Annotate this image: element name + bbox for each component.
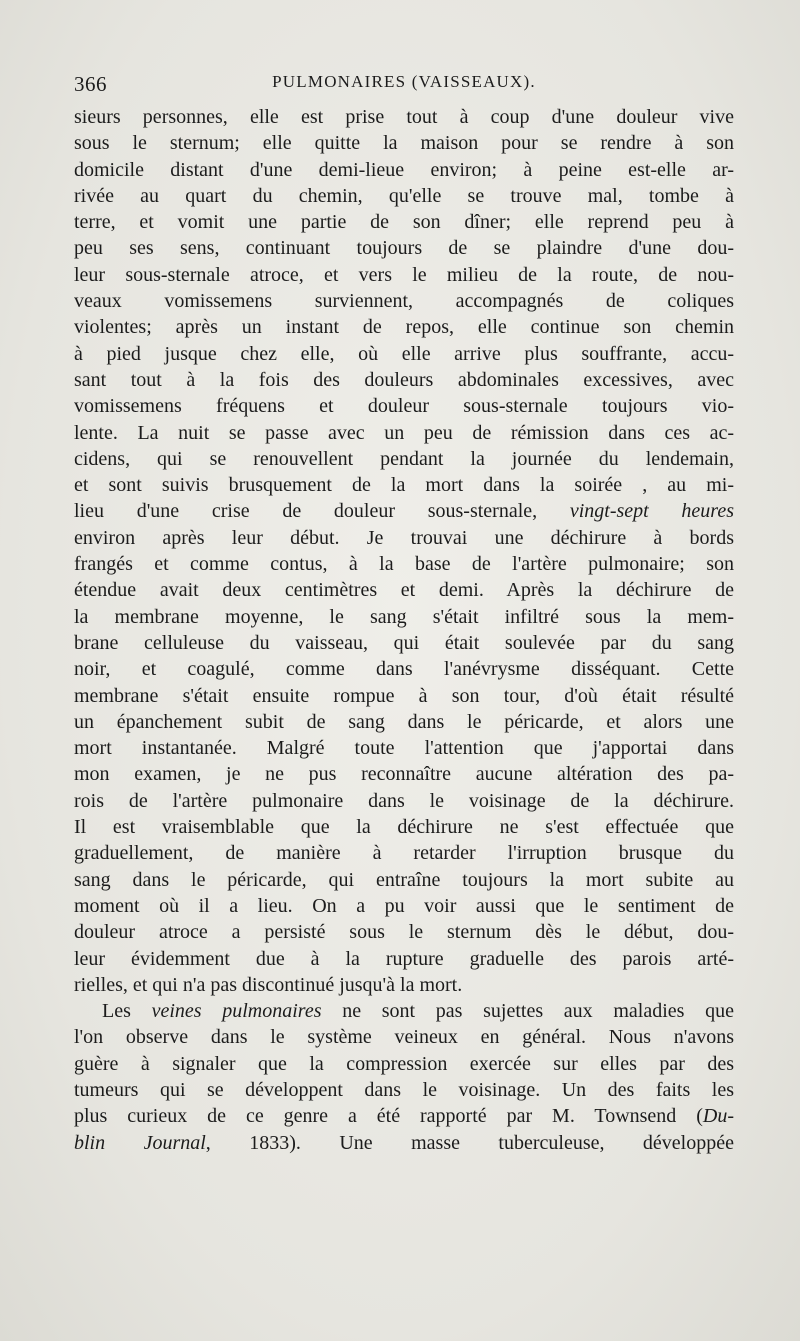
text-line: peu ses sens, continuant toujours de se plaindre d'une dou- — [74, 237, 734, 260]
page-header — [74, 72, 734, 102]
text-line: veaux vomissemens surviennent, accompagnés de coliques — [74, 290, 734, 313]
text-line: sant tout à la fois des douleurs abdominales excessives, avec — [74, 368, 734, 391]
text-line: mon examen, je ne pus reconnaître aucune altération des pa- — [74, 763, 734, 786]
text-line: environ après leur début. Je trouvai une déchirure à bords — [74, 526, 734, 549]
text-line: douleur atroce a persisté sous le sternum dès le début, dou- — [74, 921, 734, 944]
text-segment: , 1833). Une masse tuberculeuse, développée — [205, 1131, 734, 1154]
text-line: et sont suivis brusquement de la mort dans la soirée , au mi- — [74, 474, 734, 497]
text-line: membrane s'était ensuite rompue à son tour, d'où était résulté — [74, 684, 734, 707]
italic-phrase: blin — [74, 1131, 106, 1154]
text-line: terre, et vomit une partie de son dîner; elle reprend peu à — [74, 211, 734, 234]
text-line: leur sous-sternale atroce, et vers le milieu de la route, de nou- — [74, 263, 734, 286]
text-line: graduellement, de manière à retarder l'irruption brusque du — [74, 842, 734, 865]
italic-phrase: vingt-sept heures — [569, 500, 735, 523]
text-line: l'on observe dans le système veineux en général. Nous n'avons — [74, 1026, 734, 1049]
body-text — [74, 104, 734, 1156]
italic-phrase: Du- — [702, 1105, 734, 1128]
running-head: PULMONAIRES (VAISSEAUX). — [272, 72, 536, 91]
text-line: rois de l'artère pulmonaire dans le voisinage de la déchirure. — [74, 789, 734, 812]
text-line: rielles, et qui n'a pas discontinué jusqu'à la mort. — [74, 973, 463, 996]
italic-phrase: Journal — [143, 1131, 206, 1154]
text-segment: Les — [102, 1000, 131, 1023]
text-line: vomissemens fréquens et douleur sous-sternale toujours vio- — [74, 395, 734, 418]
text-line: un épanchement subit de sang dans le péricarde, et alors une — [74, 710, 734, 733]
italic-phrase: veines pulmonaires — [151, 1000, 322, 1023]
text-line: leur évidemment due à la rupture graduelle des parois arté- — [74, 947, 734, 970]
text-line: noir, et coagulé, comme dans l'anévrysme disséquant. Cette — [74, 658, 734, 681]
text-segment: ne sont pas sujettes aux maladies que — [342, 1000, 734, 1023]
text-line-mixed — [74, 1103, 734, 1129]
text-line: à pied jusque chez elle, où elle arrive plus souffrante, accu- — [74, 342, 734, 365]
text-line: domicile distant d'une demi-lieue environ; à peine est-elle ar- — [74, 158, 734, 181]
text-line: brane celluleuse du vaisseau, qui était soulevée par du sang — [74, 631, 734, 654]
text-segment: plus curieux de ce genre a été rapporté par M. Townsend ( — [74, 1105, 703, 1128]
text-line: mort instantanée. Malgré toute l'attention que j'apportai dans — [74, 737, 734, 760]
text-line: sieurs personnes, elle est prise tout à coup d'une douleur vive — [74, 106, 734, 128]
text-line: étendue avait deux centimètres et demi. Après la déchirure de — [74, 579, 734, 602]
text-line: cidens, qui se renouvellent pendant la journée du lendemain, — [74, 447, 734, 470]
text-line: tumeurs qui se développent dans le voisinage. Un des faits les — [74, 1078, 734, 1101]
text-line-mixed — [74, 1130, 734, 1156]
text-line: Il est vraisemblable que la déchirure ne s'est effectuée que — [74, 816, 734, 839]
text-line-mixed — [74, 498, 734, 524]
text-line-mixed — [74, 998, 734, 1024]
text-line: lente. La nuit se passe avec un peu de rémission dans ces ac- — [74, 421, 734, 444]
text-line: violentes; après un instant de repos, elle continue son chemin — [74, 316, 734, 339]
text-line: sang dans le péricarde, qui entraîne toujours la mort subite au — [74, 868, 734, 891]
text-line: moment où il a lieu. On a pu voir aussi que le sentiment de — [74, 894, 734, 917]
text-line: la membrane moyenne, le sang s'était infiltré sous la mem- — [74, 605, 734, 628]
text-line: frangés et comme contus, à la base de l'artère pulmonaire; son — [74, 553, 734, 576]
text-line: guère à signaler que la compression exercée sur elles par des — [74, 1052, 734, 1075]
text-line: rivée au quart du chemin, qu'elle se trouve mal, tombe à — [74, 184, 734, 207]
page-number: 366 — [74, 72, 107, 96]
text-line: sous le sternum; elle quitte la maison pour se rendre à son — [74, 132, 734, 155]
text-segment: lieu d'une crise de douleur sous-sternale, — [74, 500, 538, 523]
